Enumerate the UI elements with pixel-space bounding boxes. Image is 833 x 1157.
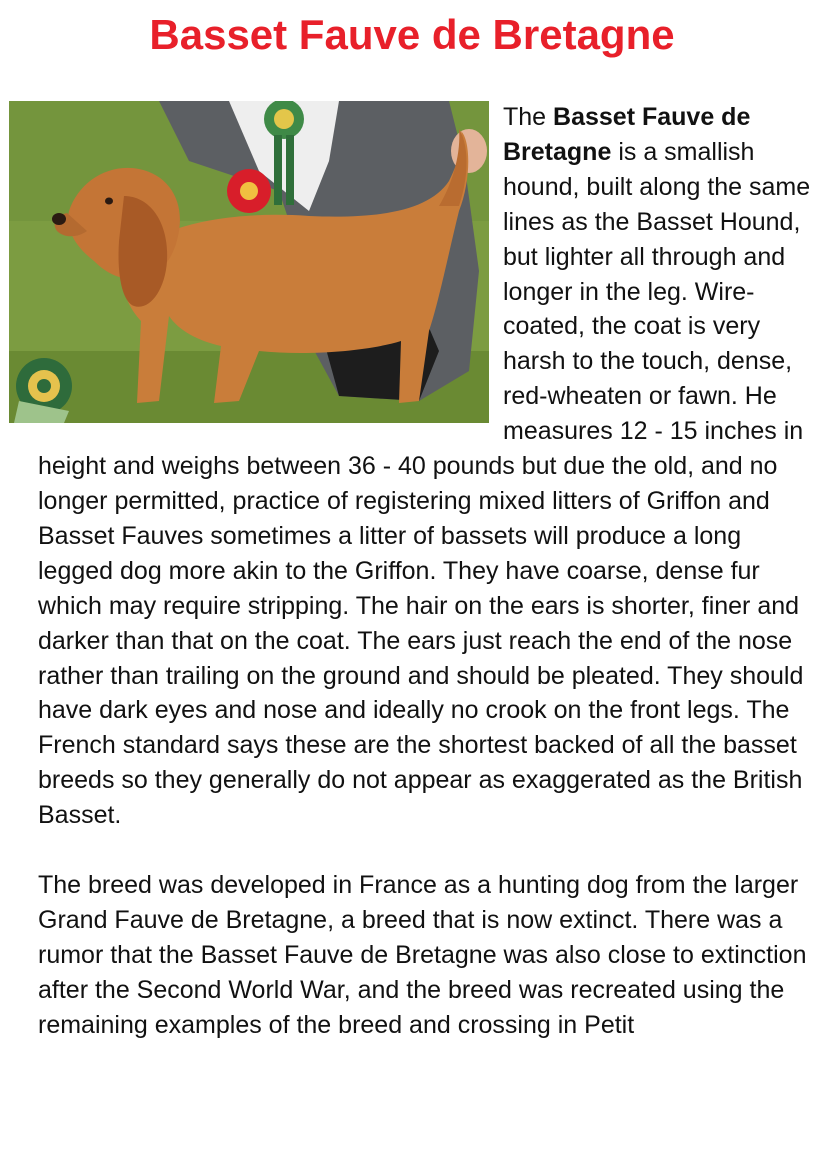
article <box>38 0 818 1043</box>
paragraph-1-text: is a smallish hound, built along the same lines as the Basset Hound, but lighter all through and longer in the leg. Wire-coated, the coat is very harsh to the touch, dense, red-wheaten or fawn. He measures 12 - 15 inches in height and weighs between 36 - 40 pounds but due the old, and no longer permitted, practice of registering mixed litters of Griffon and Basset Fauves sometimes a litter of bassets will produce a long legged dog more akin to the Griffon. They have coarse, dense fur which may require stripping. The hair on the ears is shorter, finer and darker than that on the coat. The ears just reach the end of the nose rather than trailing on the ground and should be pleated. They should have dark eyes and nose and ideally no crook on the front legs. The French standard says these are the shortest backed of all the basset breeds so they generally do not appear as exaggerated as the British Basset. <box>38 137 811 830</box>
paragraph-2: The breed was developed in France as a hunting dog from the larger Grand Fauve de Bretagne, a breed that is now extinct. There was a rumor that the Basset Fauve de Bretagne was also close to extinction after the Second World War, and the breed was recreated using the remaining examples of the breed and crossing in Petit <box>38 871 807 1039</box>
dog-illustration <box>9 101 489 423</box>
article-body <box>38 100 818 1043</box>
breed-name-bold: Basset Fauve de Bretagne <box>503 103 751 166</box>
paragraph-1-intro: The <box>503 103 554 131</box>
dog-photo-icon <box>9 101 489 423</box>
page-title: Basset Fauve de Bretagne <box>149 11 675 58</box>
